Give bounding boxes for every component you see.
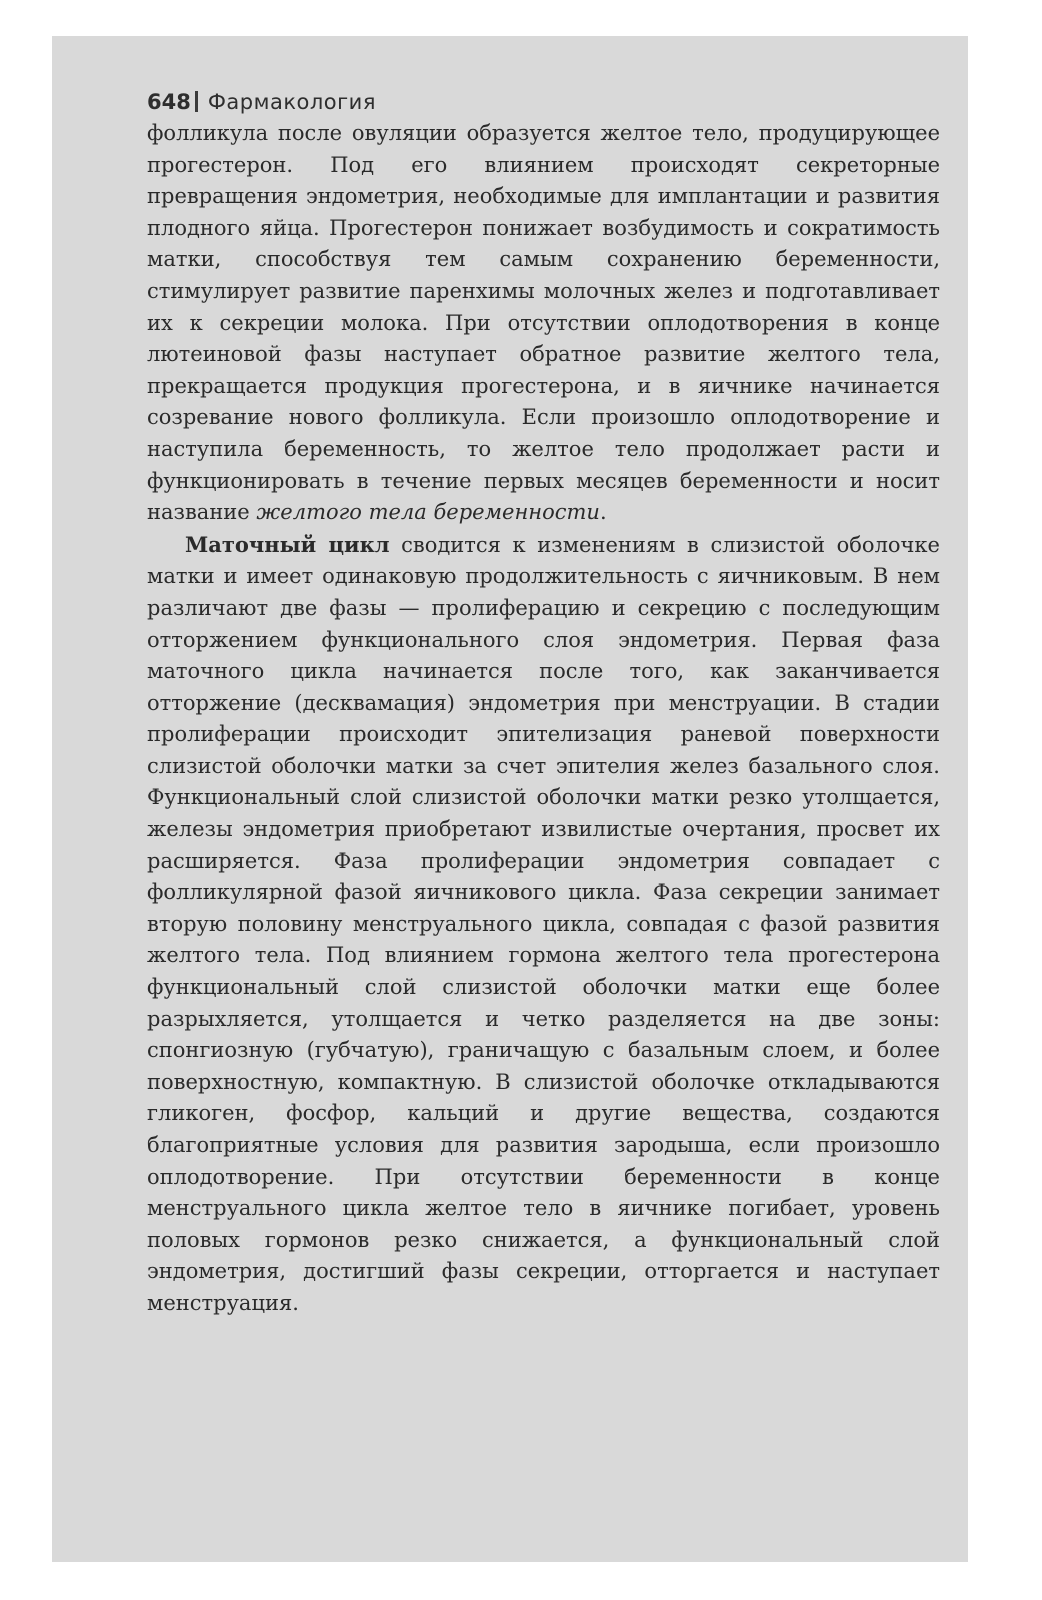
header-separator <box>195 91 198 112</box>
running-head <box>147 88 940 118</box>
italic-term: желтого тела беременности <box>256 500 600 525</box>
book-title: Фармакология <box>207 90 376 114</box>
paragraph-2 <box>147 529 940 1320</box>
paragraph-1-end: . <box>599 500 607 525</box>
page-number: 648 <box>147 90 191 114</box>
body-text <box>147 118 940 1320</box>
bold-term: Маточный цикл <box>185 531 390 557</box>
paragraph-2-text: сводится к изменениям в слизистой оболочке матки и имеет одинаковую продолжительность с яичниковым. В нем различают две фазы — пролиферацию и секрецию с последующим отторжением функционального слоя эндометрия. Первая фаза маточного цикла начинается после того, как заканчивается отторжение (десквамация) эндометрия при менструации. В стадии пролиферации происходит эпителизация раневой поверхности слизистой оболочки матки за счет эпителия желез базального слоя. Функциональный слой слизистой оболочки матки резко утолщается, железы эндометрия приобретают извилистые очертания, просвет их расширяется. Фаза пролиферации эндометрия совпадает с фолликулярной фазой яичникового цикла. Фаза секреции занимает вторую половину менструального цикла, совпадая с фазой развития желтого тела. Под влиянием гормона желтого тела прогестерона функциональный слой слизистой оболочки матки еще более разрыхляется, утолщается и четко разделяется на две зоны: спонгиозную (губчатую), граничащую с базальным слоем, и более поверхностную, компактную. В слизистой оболочке откладываются гликоген, фосфор, кальций и другие вещества, создаются благоприятные условия для развития зародыша, если произошло оплодотворение. При отсутствии беременности в конце менструального цикла желтое тело в яичнике погибает, уровень половых гормонов резко снижается, а функциональный слой эндометрия, достигший фазы секреции, отторгается и наступает менструация. <box>147 532 940 1315</box>
paragraph-1 <box>147 118 940 529</box>
page-content <box>147 88 940 1320</box>
paragraph-1-text: фолликула после овуляции образуется желтое тело, продуцирующее прогестерон. Под его влиянием происходят секреторные превращения эндометрия, необходимые для имплантации и развития плодного яйца. Прогестерон понижает возбудимость и сократимость матки, способствуя тем самым сохранению беременности, стимулирует развитие паренхимы молочных желез и подготавливает их к секреции молока. При отсутствии оплодотворения в конце лютеиновой фазы наступает обратное развитие желтого тела, прекращается продукция прогестерона, и в яичнике начинается созревание нового фолликула. Если произошло оплодотворение и наступила беременность, то желтое тело продолжает расти и функционировать в течение первых месяцев беременности и носит название <box>147 121 940 525</box>
book-page <box>52 36 968 1562</box>
